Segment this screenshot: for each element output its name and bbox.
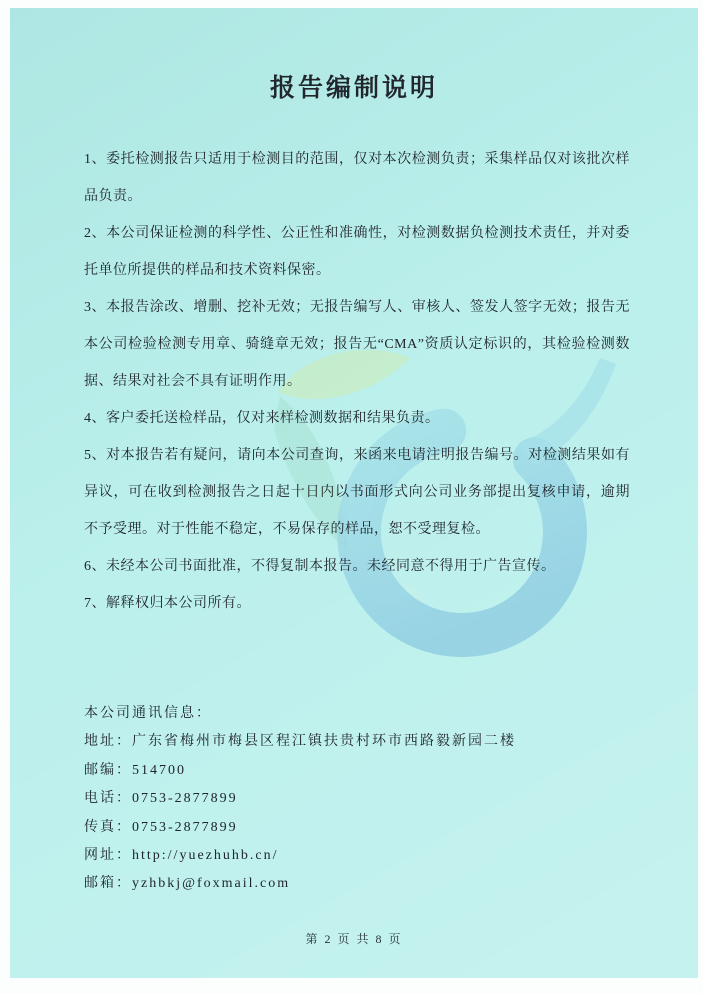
contact-line-postcode: 邮编：514700 [84,762,186,778]
notice-item: 2、本公司保证检测的科学性、公正性和准确性，对检测数据负检测技术责任，并对委托单位所提供的样品和技术资料保密。 [84,226,630,278]
contact-heading: 本公司通讯信息： [84,706,212,721]
page-title: 报告编制说明 [269,75,438,102]
report-page [10,8,698,978]
notice-list [84,141,630,622]
contact-line-fax: 传真：0753-2877899 [84,819,238,835]
notice-item: 3、本报告涂改、增删、挖补无效；无报告编写人、审核人、签发人签字无效；报告无本公司检验检测专用章、骑缝章无效；报告无“CMA”资质认定标识的，其检验检测数据、结果对社会不具有证明作用。 [84,300,630,389]
notice-item: 6、未经本公司书面批准，不得复制本报告。未经同意不得用于广告宣传。 [84,559,556,574]
contact-block [84,700,654,899]
contact-line-email: 邮箱：yzhbkj@foxmail.com [84,876,291,892]
notice-item: 1、委托检测报告只适用于检测目的范围，仅对本次检测负责；采集样品仅对该批次样品负责。 [84,152,630,204]
notice-item: 7、解释权归本公司所有。 [84,596,251,611]
page-number: 第 2 页 共 8 页 [305,932,403,946]
contact-line-phone: 电话：0753-2877899 [84,791,238,807]
contact-line-address: 地址：广东省梅州市梅县区程江镇扶贵村环市西路毅新园二楼 [84,734,516,750]
contact-line-website: 网址：http://yuezhuhb.cn/ [84,848,279,864]
notice-item: 5、对本报告若有疑问，请向本公司查询，来函来电请注明报告编号。对检测结果如有异议，可在收到检测报告之日起十日内以书面形式向公司业务部提出复核申请，逾期不予受理。对于性能不稳定，不易保存的样品，恕不受理复检。 [84,448,630,537]
notice-item: 4、客户委托送检样品，仅对来样检测数据和结果负责。 [84,411,440,426]
